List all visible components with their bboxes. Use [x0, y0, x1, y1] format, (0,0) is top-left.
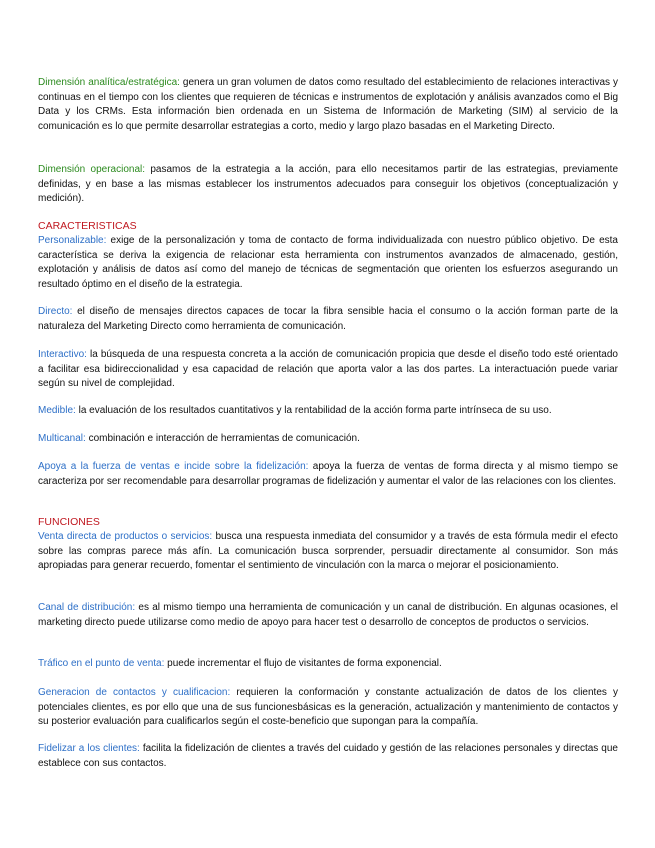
item-fidelizar-clientes [38, 742, 618, 771]
term-canal-distribucion: Canal de distribución: [38, 602, 136, 613]
term-generacion-contactos: Generacion de contactos y cualificacion: [38, 687, 231, 698]
term-fidelizar-clientes: Fidelizar a los clientes: [38, 743, 140, 754]
item-personalizable [38, 234, 618, 292]
heading-caracteristicas: CARACTERISTICAS [38, 220, 137, 232]
text-dimension-analitica: genera un gran volumen de datos como resultado del establecimiento de relaciones interactivas y continuas en el tiempo con los clientes que requieren de técnicas e instrumentos de explotación y análisis avanzados como el Big Data y los CRMs. Esta información bien ordenada en un Sistema de Información de Marketing (SIM) al servicio de la comunicación es lo que permite desarrollar estrategias a corto, medio y largo plazo basadas en el Marketing Directo. [38, 77, 618, 132]
term-personalizable: Personalizable: [38, 235, 107, 246]
item-fuerza-de-ventas [38, 460, 618, 489]
text-multicanal: combinación e interacción de herramientas de comunicación. [85, 433, 360, 444]
term-dimension-operacional: Dimensión operacional: [38, 164, 146, 175]
term-venta-directa: Venta directa de productos o servicios: [38, 531, 213, 542]
item-multicanal [38, 432, 618, 447]
text-fuerza-de-ventas: apoya la fuerza de ventas de forma directa y al mismo tiempo se caracteriza por ser recomendable para desarrollar programas de fidelización y aumentar el valor de las relaciones con los clientes. [38, 461, 619, 487]
paragraph-dimension-analitica [38, 76, 618, 134]
item-medible [38, 404, 618, 419]
term-multicanal: Multicanal: [38, 433, 86, 444]
term-medible: Medible: [38, 405, 76, 416]
item-venta-directa [38, 530, 618, 574]
term-fuerza-de-ventas: Apoya a la fuerza de ventas e incide sobre la fidelización: [38, 461, 309, 472]
item-generacion-contactos [38, 686, 618, 730]
term-trafico-punto-venta: Tráfico en el punto de venta: [38, 658, 165, 669]
text-interactivo: la búsqueda de una respuesta concreta a la acción de comunicación propicia que desde el diseño todo esté orientado a facilitar esa bidireccionalidad y esa capacidad de relación que aporta valor a las dos partes. La interactuación puede variar según su nivel de complejidad. [38, 349, 618, 389]
item-interactivo [38, 348, 618, 392]
item-canal-distribucion [38, 601, 618, 630]
text-generacion-contactos: requieren la conformación y constante actualización de datos de los clientes y potenciales clientes, es por ello que una de sus funcionesbásicas es la generación, actualización y mantenimiento de contactos y su posterior evaluación para cualificarlos según el coste-beneficio que supongan para la compañía. [38, 687, 618, 727]
text-fidelizar-clientes: facilita la fidelización de clientes a través del cuidado y gestión de las relaciones personales y directas que establece con sus contactos. [38, 743, 618, 769]
text-venta-directa: busca una respuesta inmediata del consumidor y a través de esta fórmula medir el efecto sobre las compras parece más afín. La comunicación busca sorprender, persuadir directamente al consumidor. Son más apropiadas para generar recuerdo, fomentar el sentimiento de vinculación con la marca o mejorar el posicionamiento. [38, 531, 618, 571]
text-medible: la evaluación de los resultados cuantitativos y la rentabilidad de la acción forma parte intrínseca de su uso. [75, 405, 552, 416]
term-interactivo: Interactivo: [38, 349, 87, 360]
term-dimension-analitica: Dimensión analítica/estratégica: [38, 77, 180, 88]
text-dimension-operacional: pasamos de la estrategia a la acción, para ello necesitamos partir de las estrategias, previamente definidas, y en base a las mismas establecer los instrumentos adecuados para conseguir los objetivos (conceptualización y medición). [38, 164, 618, 204]
text-trafico-punto-venta: puede incrementar el flujo de visitantes de forma exponencial. [164, 658, 442, 669]
term-directo: Directo: [38, 306, 73, 317]
item-directo [38, 305, 618, 334]
text-canal-distribucion: es al mismo tiempo una herramienta de comunicación y un canal de distribución. En algunas ocasiones, el marketing directo puede utilizarse como medio de apoyo para hacer test o desarrollo de conceptos de productos o servicios. [38, 602, 618, 628]
paragraph-dimension-operacional [38, 163, 618, 207]
heading-funciones: FUNCIONES [38, 516, 100, 528]
text-directo: el diseño de mensajes directos capaces de tocar la fibra sensible hacia el consumo o la acción forman parte de la naturaleza del Marketing Directo como herramienta de comunicación. [38, 306, 618, 332]
item-trafico-punto-venta [38, 657, 618, 672]
text-personalizable: exige de la personalización y toma de contacto de forma individualizada con nuestro público objetivo. De esta característica se deriva la exigencia de relacionar esta herramienta con instrumentos avanzados de almacenado, gestión, explotación y análisis de datos así como del manejo de técnicas de segmentación que orienten los esfuerzos asegurando un resultado óptimo en el diseño de la estrategia. [38, 235, 618, 290]
